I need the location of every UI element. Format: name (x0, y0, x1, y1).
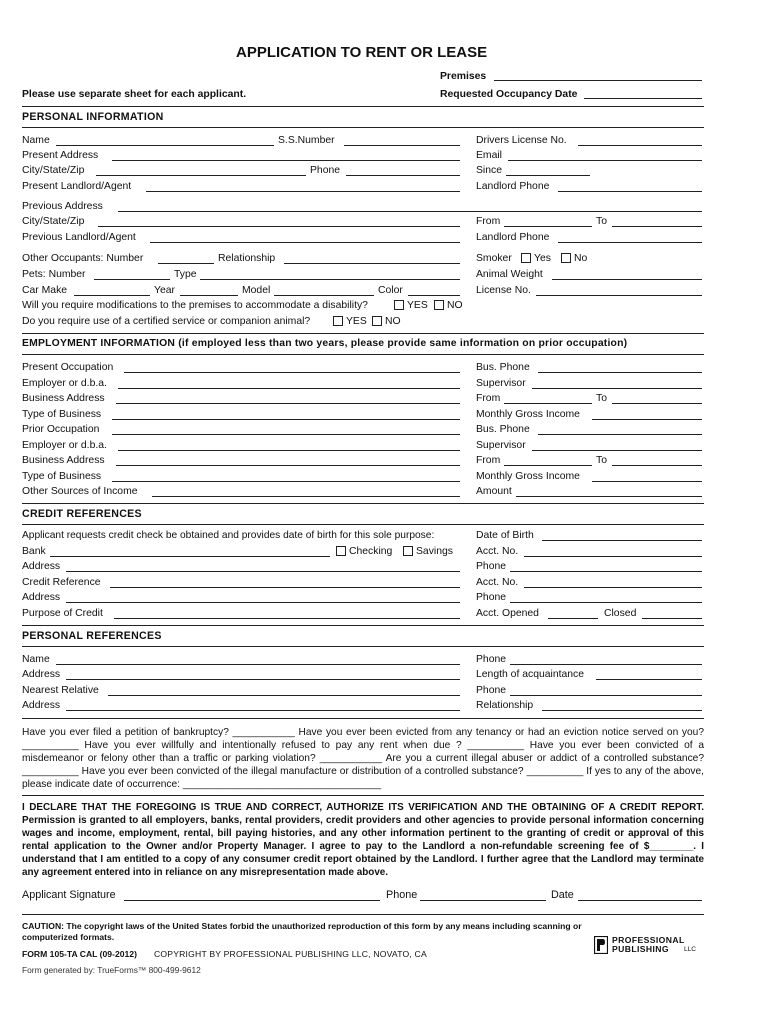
relationship-field[interactable] (284, 263, 460, 264)
acct-no-2-label: Acct. No. (476, 577, 519, 588)
applicant-signature-field[interactable] (124, 900, 380, 901)
section-divider (22, 914, 704, 915)
credit-address-label: Address (22, 592, 61, 603)
logo-line-2: PUBLISHING (612, 944, 669, 954)
acct-opened-field[interactable] (548, 618, 598, 619)
relative-phone-field[interactable] (510, 695, 702, 696)
emp-from-field[interactable] (504, 403, 592, 404)
to-label: To (596, 216, 607, 227)
employment-header: EMPLOYMENT INFORMATION (if employed less than two years, please provide same information on prior occupation) (22, 338, 628, 349)
emp-to-label: To (596, 393, 607, 404)
modifications-yes-label: YES (407, 300, 428, 311)
landlord-phone-label: Landlord Phone (476, 181, 550, 192)
logo-llc: LLC (684, 946, 696, 953)
bank-field[interactable] (50, 556, 330, 557)
pets-number-label: Pets: Number (22, 269, 86, 280)
prior-supervisor-field[interactable] (532, 450, 702, 451)
drivers-license-field[interactable] (578, 145, 702, 146)
generated-by-line: Form generated by: TrueForms™ 800-499-9612 (22, 965, 201, 975)
previous-address-label: Previous Address (22, 201, 103, 212)
ss-number-label: S.S.Number (278, 135, 335, 146)
prev-city-state-zip-field[interactable] (98, 226, 460, 227)
since-label: Since (476, 165, 502, 176)
present-occupation-label: Present Occupation (22, 362, 114, 373)
ref-name-label: Name (22, 654, 50, 665)
car-year-field[interactable] (180, 295, 238, 296)
car-model-field[interactable] (274, 295, 374, 296)
credit-address-field[interactable] (66, 602, 460, 603)
section-divider (22, 354, 704, 355)
closed-field[interactable] (642, 618, 702, 619)
length-acquaintance-field[interactable] (596, 679, 702, 680)
separate-sheet-note: Please use separate sheet for each applicant. (22, 89, 247, 100)
occupancy-date-label: Requested Occupancy Date (440, 89, 578, 100)
relative-address-label: Address (22, 700, 61, 711)
acct-opened-label: Acct. Opened (476, 608, 539, 619)
ref-phone-label: Phone (476, 654, 507, 665)
landlord-phone-field[interactable] (558, 191, 702, 192)
service-animal-yes-checkbox[interactable] (333, 316, 343, 326)
nearest-relative-field[interactable] (108, 695, 460, 696)
prior-business-address-field[interactable] (116, 465, 460, 466)
copyright-caution: CAUTION: The copyright laws of the United States forbid the unauthorized reproduction of this form by any means including scanning or computerized formats. (22, 921, 582, 942)
ref-phone-field[interactable] (510, 664, 702, 665)
car-year-label: Year (154, 285, 175, 296)
purpose-of-credit-field[interactable] (114, 618, 460, 619)
email-field[interactable] (508, 160, 702, 161)
prev-landlord-phone-field[interactable] (558, 242, 702, 243)
personal-references-header: PERSONAL REFERENCES (22, 630, 162, 642)
section-divider (22, 333, 704, 334)
prior-to-field[interactable] (612, 465, 702, 466)
ref-name-field[interactable] (56, 664, 460, 665)
bank-phone-field[interactable] (510, 571, 702, 572)
acct-no-label: Acct. No. (476, 546, 519, 557)
pets-type-label: Type (174, 269, 197, 280)
since-field[interactable] (506, 175, 590, 176)
section-divider (22, 646, 704, 647)
credit-phone-label: Phone (476, 592, 507, 603)
other-income-field[interactable] (152, 496, 460, 497)
present-address-field[interactable] (112, 160, 460, 161)
form-id: FORM 105-TA CAL (09-2012) (22, 949, 137, 959)
car-make-label: Car Make (22, 285, 68, 296)
prior-employer-field[interactable] (118, 450, 460, 451)
previous-address-field[interactable] (118, 211, 702, 212)
name-field[interactable] (56, 145, 274, 146)
prior-supervisor-label: Supervisor (476, 440, 526, 451)
modifications-no-label: NO (447, 300, 463, 311)
premises-field[interactable] (494, 80, 702, 81)
present-landlord-field[interactable] (146, 191, 460, 192)
credit-phone-field[interactable] (510, 602, 702, 603)
prior-to-label: To (596, 455, 607, 466)
prior-from-field[interactable] (504, 465, 592, 466)
prior-occupation-field[interactable] (112, 434, 460, 435)
prior-type-of-business-label: Type of Business (22, 471, 102, 482)
relationship-label: Relationship (218, 253, 276, 264)
signature-date-label: Date (551, 889, 574, 901)
pets-number-field[interactable] (94, 279, 170, 280)
smoker-yes-label: Yes (534, 253, 551, 264)
modifications-yes-checkbox[interactable] (394, 300, 404, 310)
email-label: Email (476, 150, 502, 161)
employer-field[interactable] (118, 388, 460, 389)
applicant-signature-label: Applicant Signature (22, 889, 116, 901)
logo-mark-icon (594, 936, 608, 954)
bus-phone-label: Bus. Phone (476, 362, 530, 373)
prior-type-of-business-field[interactable] (112, 481, 460, 482)
prev-landlord-phone-label: Landlord Phone (476, 232, 550, 243)
date-of-birth-label: Date of Birth (476, 530, 534, 541)
license-no-field[interactable] (536, 295, 702, 296)
bank-address-field[interactable] (66, 571, 460, 572)
car-make-field[interactable] (74, 295, 150, 296)
car-model-label: Model (242, 285, 271, 296)
signature-phone-label: Phone (386, 889, 418, 901)
copyright-line: COPYRIGHT BY PROFESSIONAL PUBLISHING LLC, NOVATO, CA (154, 949, 427, 959)
ref-relationship-field[interactable] (542, 710, 702, 711)
occupancy-date-field[interactable] (584, 98, 702, 99)
purpose-of-credit-label: Purpose of Credit (22, 608, 103, 619)
city-state-zip-label: City/State/Zip (22, 165, 85, 176)
ref-address-label: Address (22, 669, 61, 680)
section-divider (22, 625, 704, 626)
car-color-label: Color (378, 285, 403, 296)
present-occupation-field[interactable] (124, 372, 460, 373)
section-divider (22, 524, 704, 525)
premises-label: Premises (440, 71, 487, 82)
prior-bus-phone-field[interactable] (538, 434, 702, 435)
section-divider (22, 718, 704, 719)
prior-monthly-gross-field[interactable] (592, 481, 702, 482)
type-of-business-field[interactable] (112, 419, 460, 420)
nearest-relative-label: Nearest Relative (22, 685, 99, 696)
previous-landlord-label: Previous Landlord/Agent (22, 232, 136, 243)
form-title: APPLICATION TO RENT OR LEASE (236, 44, 488, 61)
ref-address-field[interactable] (66, 679, 460, 680)
bank-phone-label: Phone (476, 561, 507, 572)
smoker-no-label: No (574, 253, 588, 264)
section-divider (22, 127, 704, 128)
signature-date-field[interactable] (578, 900, 702, 901)
modifications-no-checkbox[interactable] (434, 300, 444, 310)
checking-label: Checking (349, 546, 393, 557)
credit-reference-label: Credit Reference (22, 577, 101, 588)
car-color-field[interactable] (408, 295, 460, 296)
other-occupants-label: Other Occupants: Number (22, 253, 144, 264)
name-label: Name (22, 135, 50, 146)
ref-relationship-label: Relationship (476, 700, 534, 711)
business-address-field[interactable] (116, 403, 460, 404)
bank-label: Bank (22, 546, 46, 557)
drivers-license-label: Drivers License No. (476, 135, 567, 146)
animal-weight-field[interactable] (552, 279, 702, 280)
background-questions: Have you ever filed a petition of bankruptcy? ___________ Have you ever been evicted from any tenancy or had an eviction notice served on you? __________ Have you ever willfully and intentionally refused to pay any rent when due ? __________ Have you ever been convicted of a misdemeanor or felony other than a traffic or parking violation? ___________ Are you a current illegal abuser or addict of a controlled substance? __________ Have you ever been convicted of the illegal manufacture or distribution of a controlled substance? __________ If yes to any of the above, please indicate date of occurrence: ___________________________________ (22, 727, 704, 790)
license-no-label: License No. (476, 285, 531, 296)
declaration-text: I DECLARE THAT THE FOREGOING IS TRUE AND CORRECT, AUTHORIZE ITS VERIFICATION AND THE OBTAINING OF A CREDIT REPORT. Permission is granted to all employers, banks, rental providers, credit providers and other agencies to provide personal information concerning wages and income, employment, rental, bill paying histories, and any other information pertinent to the granting of credit or approval of this rental application to the Owner and/or Property Manager. I agree to pay to the Landlord a non-refundable screening fee of $________. I understand that I am entitled to a copy of any consumer credit report obtained by the Landlord. I further agree that the Landlord may terminate any agreement entered into in reliance on any misrepresentation made above. (22, 802, 704, 878)
section-divider (22, 503, 704, 504)
personal-info-header: PERSONAL INFORMATION (22, 111, 164, 123)
bank-address-label: Address (22, 561, 61, 572)
previous-landlord-field[interactable] (150, 242, 460, 243)
amount-label: Amount (476, 486, 512, 497)
phone-label: Phone (310, 165, 341, 176)
logo-line-1: PROFESSIONAL (612, 935, 685, 945)
savings-label: Savings (416, 546, 453, 557)
checking-checkbox[interactable] (336, 546, 346, 556)
date-of-birth-field[interactable] (542, 540, 702, 541)
type-of-business-label: Type of Business (22, 409, 102, 420)
employer-label: Employer or d.b.a. (22, 378, 107, 389)
signature-phone-field[interactable] (420, 900, 546, 901)
prior-monthly-gross-label: Monthly Gross Income (476, 471, 580, 482)
section-divider (22, 795, 704, 796)
closed-label: Closed (604, 608, 637, 619)
supervisor-label: Supervisor (476, 378, 526, 389)
relative-address-field[interactable] (66, 710, 460, 711)
ss-number-field[interactable] (344, 145, 460, 146)
service-animal-no-checkbox[interactable] (372, 316, 382, 326)
supervisor-field[interactable] (532, 388, 702, 389)
bus-phone-field[interactable] (538, 372, 702, 373)
smoker-no-checkbox[interactable] (561, 253, 571, 263)
emp-to-field[interactable] (612, 403, 702, 404)
other-occupants-field[interactable] (158, 263, 214, 264)
prior-bus-phone-label: Bus. Phone (476, 424, 530, 435)
credit-references-header: CREDIT REFERENCES (22, 508, 142, 520)
other-income-label: Other Sources of Income (22, 486, 138, 497)
modifications-question: Will you require modifications to the premises to accommodate a disability? (22, 300, 368, 311)
credit-reference-field[interactable] (110, 587, 460, 588)
business-address-label: Business Address (22, 393, 105, 404)
from-field[interactable] (504, 226, 592, 227)
animal-weight-label: Animal Weight (476, 269, 543, 280)
prior-business-address-label: Business Address (22, 455, 105, 466)
prior-from-label: From (476, 455, 501, 466)
savings-checkbox[interactable] (403, 546, 413, 556)
present-address-label: Present Address (22, 150, 99, 161)
from-label: From (476, 216, 501, 227)
prior-occupation-label: Prior Occupation (22, 424, 100, 435)
amount-field[interactable] (516, 496, 702, 497)
prior-employer-label: Employer or d.b.a. (22, 440, 107, 451)
present-landlord-label: Present Landlord/Agent (22, 181, 132, 192)
length-acquaintance-label: Length of acquaintance (476, 669, 585, 680)
monthly-gross-label: Monthly Gross Income (476, 409, 580, 420)
credit-consent-text: Applicant requests credit check be obtained and provides date of birth for this sole purpose: (22, 530, 435, 541)
service-animal-question: Do you require use of a certified service or companion animal? (22, 316, 311, 327)
acct-no-field[interactable] (524, 556, 702, 557)
relative-phone-label: Phone (476, 685, 507, 696)
section-divider (22, 106, 704, 107)
city-state-zip-field[interactable] (96, 175, 306, 176)
smoker-label: Smoker (476, 253, 512, 264)
professional-publishing-logo (594, 935, 704, 955)
smoker-yes-checkbox[interactable] (521, 253, 531, 263)
prev-city-state-zip-label: City/State/Zip (22, 216, 85, 227)
service-animal-yes-label: YES (346, 316, 367, 327)
emp-from-label: From (476, 393, 501, 404)
monthly-gross-field[interactable] (592, 419, 702, 420)
to-field[interactable] (612, 226, 702, 227)
service-animal-no-label: NO (385, 316, 401, 327)
acct-no-2-field[interactable] (524, 587, 702, 588)
phone-field[interactable] (346, 175, 460, 176)
pets-type-field[interactable] (200, 279, 460, 280)
